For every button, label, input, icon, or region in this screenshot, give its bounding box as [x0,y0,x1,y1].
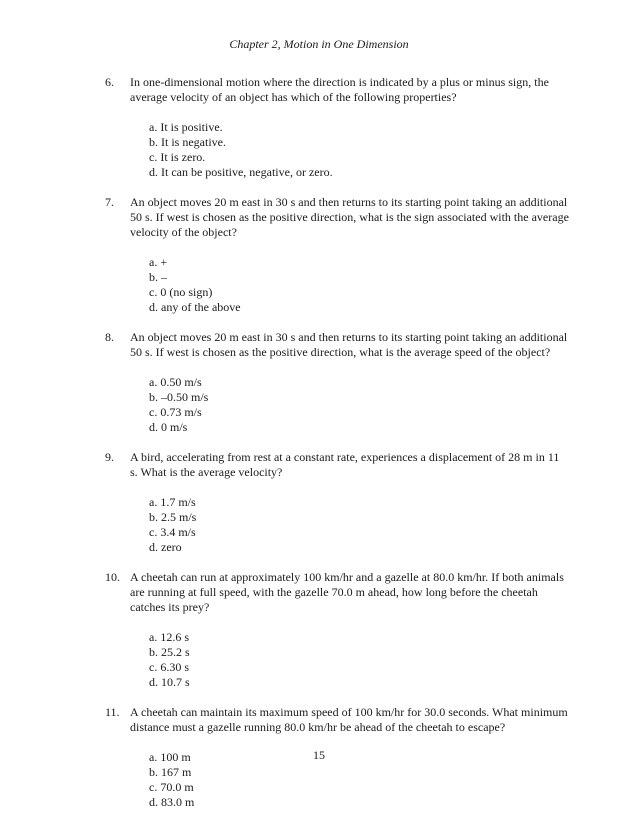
question-text: An object moves 20 m east in 30 s and then returns to its starting point taking an additional 50 s. If west is chosen as the positive direction, what is the average speed of the object? [130,330,568,359]
answer-option: c. 70.0 m [149,780,194,794]
answer-option: b. 2.5 m/s [149,510,197,524]
answer-option: c. 3.4 m/s [149,525,196,539]
answer-options [130,630,570,690]
question-number: 9. [105,450,114,464]
question-number: 11. [105,705,120,719]
answer-option: b. 25.2 s [149,645,190,659]
answer-option: b. –0.50 m/s [149,390,209,404]
answer-option: a. 1.7 m/s [149,495,196,509]
answer-option: d. zero [149,540,182,554]
question-10 [105,570,570,690]
answer-options [130,120,570,180]
answer-option: a. It is positive. [149,120,223,134]
answer-option: c. 0.73 m/s [149,405,202,419]
answer-option: b. – [149,270,167,284]
question-number: 8. [105,330,114,344]
question-list [105,75,570,825]
question-7 [105,195,570,315]
answer-option: b. It is negative. [149,135,226,149]
page-number: 15 [313,748,325,762]
answer-option: b. 167 m [149,765,192,779]
question-9 [105,450,570,555]
question-text: A cheetah can run at approximately 100 km/hr and a gazelle at 80.0 km/hr. If both animals are running at full speed, with the gazelle 70.0 m ahead, how long before the cheetah catches its prey? [130,570,564,614]
answer-option: c. It is zero. [149,150,206,164]
answer-option: d. 0 m/s [149,420,188,434]
question-text: A cheetah can maintain its maximum speed of 100 km/hr for 30.0 seconds. What minimum distance must a gazelle running 80.0 km/hr be ahead of the cheetah to escape? [130,705,568,734]
answer-options [130,495,570,555]
answer-option: d. 10.7 s [149,675,190,689]
answer-option: d. It can be positive, negative, or zero. [149,165,333,179]
question-number: 6. [105,75,114,89]
question-text: In one-dimensional motion where the direction is indicated by a plus or minus sign, the average velocity of an object has which of the following properties? [130,75,549,104]
question-text: An object moves 20 m east in 30 s and then returns to its starting point taking an additional 50 s. If west is chosen as the positive direction, what is the sign associated with the average velocity of the object? [130,195,569,239]
answer-option: c. 6.30 s [149,660,189,674]
question-number: 7. [105,195,114,209]
answer-option: a. 0.50 m/s [149,375,202,389]
answer-option: a. + [149,255,168,269]
question-number: 10. [105,570,120,584]
question-8 [105,330,570,435]
answer-option: a. 12.6 s [149,630,189,644]
chapter-header: Chapter 2, Motion in One Dimension [229,37,409,51]
answer-option: c. 0 (no sign) [149,285,213,299]
answer-options [130,255,570,315]
question-6 [105,75,570,180]
answer-option: d. any of the above [149,300,241,314]
answer-options [130,375,570,435]
answer-option: d. 83.0 m [149,795,195,809]
answer-option: a. 100 m [149,750,191,764]
question-text: A bird, accelerating from rest at a constant rate, experiences a displacement of 28 m in 11 s. What is the average velocity? [130,450,560,479]
